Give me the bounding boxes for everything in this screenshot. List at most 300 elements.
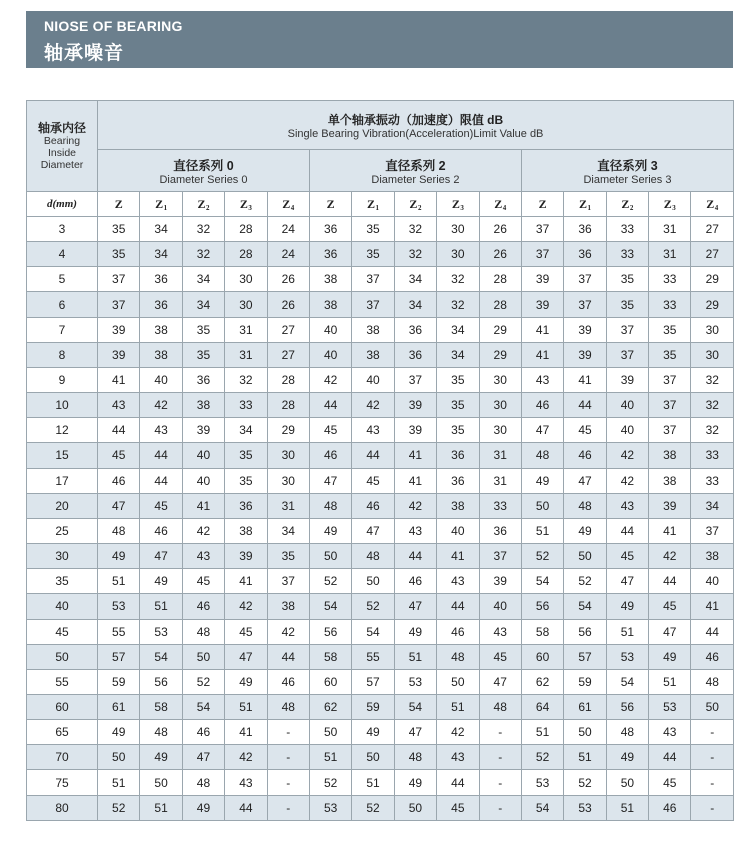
inside-diameter-cell: 8	[27, 342, 98, 367]
symbol-base: Z	[409, 196, 418, 211]
vibration-value-cell: 26	[267, 292, 309, 317]
vibration-value-cell: 43	[140, 418, 182, 443]
inside-diameter-header-en-3: Diameter	[40, 158, 84, 171]
vibration-value-cell: 41	[225, 720, 267, 745]
vibration-value-cell: 41	[564, 367, 606, 392]
vibration-value-cell: 49	[606, 745, 648, 770]
vibration-value-cell: 42	[352, 393, 394, 418]
vibration-value-cell: 50	[309, 544, 351, 569]
symbol-subscript: 1	[163, 203, 168, 212]
vibration-value-cell: 49	[352, 720, 394, 745]
inside-diameter-cell: 7	[27, 317, 98, 342]
vibration-value-cell: 36	[309, 217, 351, 242]
vibration-value-cell: 24	[267, 217, 309, 242]
vibration-value-cell: 38	[691, 544, 734, 569]
vibration-value-cell: 35	[606, 292, 648, 317]
vibration-value-cell: 35	[225, 443, 267, 468]
vibration-value-cell: 34	[225, 418, 267, 443]
vibration-value-cell: -	[479, 770, 521, 795]
vibration-value-cell: 39	[98, 342, 140, 367]
vibration-value-cell: 41	[521, 317, 563, 342]
vibration-value-cell: 51	[140, 594, 182, 619]
noise-limit-table	[26, 100, 734, 821]
vibration-value-cell: 34	[691, 493, 734, 518]
vibration-value-cell: 39	[479, 569, 521, 594]
vibration-value-cell: 27	[691, 242, 734, 267]
vibration-value-cell: 36	[182, 367, 224, 392]
symbol-base: Z	[578, 196, 587, 211]
vibration-value-cell: 50	[437, 669, 479, 694]
vibration-value-cell: 44	[649, 745, 691, 770]
vibration-value-cell: 34	[394, 267, 436, 292]
vibration-value-cell: 53	[521, 770, 563, 795]
vibration-value-cell: 48	[352, 544, 394, 569]
symbol-base: Z	[282, 196, 291, 211]
vibration-value-cell: 27	[691, 217, 734, 242]
vibration-value-cell: 46	[564, 443, 606, 468]
vibration-value-cell: 35	[182, 317, 224, 342]
symbol-subscript: 3	[248, 203, 252, 212]
symbol-base: Z	[621, 196, 630, 211]
vibration-value-cell: 49	[98, 720, 140, 745]
vibration-value-cell: -	[479, 795, 521, 820]
vibration-value-cell: -	[691, 720, 734, 745]
vibration-value-cell: 37	[649, 367, 691, 392]
series-label-zh: 直径系列 3	[597, 158, 658, 173]
vibration-value-cell: 51	[437, 694, 479, 719]
vibration-value-cell: 37	[98, 267, 140, 292]
vibration-value-cell: 48	[267, 694, 309, 719]
vibration-value-cell: 30	[225, 292, 267, 317]
vibration-value-cell: 58	[309, 644, 351, 669]
vibration-value-cell: 53	[140, 619, 182, 644]
vibration-value-cell: 33	[606, 217, 648, 242]
symbol-header-z	[98, 192, 140, 217]
vibration-value-cell: 47	[564, 468, 606, 493]
vibration-value-cell: 44	[437, 770, 479, 795]
vibration-value-cell: -	[479, 745, 521, 770]
vibration-value-cell: 45	[225, 619, 267, 644]
vibration-value-cell: 53	[649, 694, 691, 719]
series-label-en: Diameter Series 0	[159, 173, 248, 186]
vibration-value-cell: 47	[98, 493, 140, 518]
vibration-value-cell: 33	[479, 493, 521, 518]
inside-diameter-cell: 4	[27, 242, 98, 267]
diameter-series-3-header	[521, 150, 733, 192]
vibration-value-cell: 26	[479, 242, 521, 267]
vibration-value-cell: 51	[309, 745, 351, 770]
vibration-value-cell: 49	[140, 745, 182, 770]
table-row	[27, 342, 734, 367]
vibration-value-cell: 44	[98, 418, 140, 443]
table-row	[27, 393, 734, 418]
vibration-value-cell: 53	[564, 795, 606, 820]
vibration-value-cell: 41	[521, 342, 563, 367]
vibration-value-cell: 36	[394, 342, 436, 367]
vibration-value-cell: 38	[309, 292, 351, 317]
vibration-value-cell: 48	[437, 644, 479, 669]
vibration-value-cell: 36	[309, 242, 351, 267]
symbol-subscript: 2	[629, 203, 634, 212]
vibration-value-cell: 31	[267, 493, 309, 518]
vibration-value-cell: 39	[521, 267, 563, 292]
table-row	[27, 770, 734, 795]
vibration-value-cell: 51	[521, 518, 563, 543]
symbol-base: Z	[663, 196, 672, 211]
vibration-value-cell: 51	[649, 669, 691, 694]
vibration-value-cell: 36	[564, 217, 606, 242]
vibration-value-cell: 48	[182, 770, 224, 795]
symbol-base: Z	[451, 196, 460, 211]
vibration-value-cell: 48	[479, 694, 521, 719]
table-row	[27, 644, 734, 669]
table-row	[27, 544, 734, 569]
vibration-value-cell: 30	[437, 242, 479, 267]
d-mm-header: d(mm)	[27, 192, 98, 217]
vibration-value-cell: -	[479, 720, 521, 745]
vibration-value-cell: 51	[606, 619, 648, 644]
vibration-value-cell: 37	[691, 518, 734, 543]
vibration-value-cell: 38	[225, 518, 267, 543]
vibration-value-cell: 31	[649, 242, 691, 267]
vibration-value-cell: 39	[394, 418, 436, 443]
vibration-value-cell: 52	[182, 669, 224, 694]
vibration-value-cell: 62	[309, 694, 351, 719]
vibration-value-cell: 47	[479, 669, 521, 694]
vibration-value-cell: 42	[225, 745, 267, 770]
vibration-value-cell: 56	[521, 594, 563, 619]
vibration-value-cell: 32	[691, 418, 734, 443]
vibration-value-cell: 35	[352, 242, 394, 267]
vibration-value-cell: 51	[564, 745, 606, 770]
inside-diameter-header-en-2: Inside	[47, 146, 77, 159]
vibration-value-cell: 46	[309, 443, 351, 468]
vibration-value-cell: 37	[267, 569, 309, 594]
inside-diameter-cell: 10	[27, 393, 98, 418]
vibration-value-cell: 37	[649, 418, 691, 443]
symbol-subscript: 2	[205, 203, 210, 212]
vibration-value-cell: 28	[225, 242, 267, 267]
vibration-value-cell: 30	[267, 468, 309, 493]
table-row	[27, 569, 734, 594]
vibration-value-cell: 62	[521, 669, 563, 694]
vibration-value-cell: 45	[437, 795, 479, 820]
vibration-value-cell: 46	[437, 619, 479, 644]
vibration-value-cell: 35	[649, 342, 691, 367]
vibration-value-cell: 47	[394, 594, 436, 619]
vibration-value-cell: 36	[437, 468, 479, 493]
symbol-header-z4	[479, 192, 521, 217]
vibration-value-cell: 52	[564, 569, 606, 594]
vibration-value-cell: 52	[309, 770, 351, 795]
vibration-value-cell: 52	[352, 594, 394, 619]
series-label-en: Diameter Series 2	[371, 173, 460, 186]
table-row	[27, 745, 734, 770]
vibration-value-cell: 50	[140, 770, 182, 795]
vibration-value-cell: 31	[225, 342, 267, 367]
vibration-value-cell: 31	[479, 443, 521, 468]
vibration-value-cell: 45	[479, 644, 521, 669]
vibration-value-cell: 37	[564, 267, 606, 292]
vibration-value-cell: 40	[309, 342, 351, 367]
table-row	[27, 493, 734, 518]
vibration-value-cell: 34	[394, 292, 436, 317]
vibration-value-cell: 49	[394, 770, 436, 795]
vibration-value-cell: -	[267, 720, 309, 745]
vibration-value-cell: 33	[649, 292, 691, 317]
vibration-value-cell: 44	[394, 544, 436, 569]
vibration-value-cell: 29	[267, 418, 309, 443]
vibration-value-cell: 42	[606, 443, 648, 468]
vibration-value-cell: 60	[309, 669, 351, 694]
vibration-value-cell: 34	[437, 342, 479, 367]
inside-diameter-cell: 20	[27, 493, 98, 518]
vibration-value-cell: 28	[267, 367, 309, 392]
vibration-value-cell: 52	[521, 745, 563, 770]
vibration-value-cell: 54	[394, 694, 436, 719]
symbol-header-row	[27, 192, 734, 217]
vibration-value-cell: 41	[691, 594, 734, 619]
vibration-value-cell: 42	[182, 518, 224, 543]
vibration-value-cell: 58	[521, 619, 563, 644]
vibration-value-cell: 45	[140, 493, 182, 518]
symbol-subscript: 4	[502, 203, 507, 212]
vibration-value-cell: 28	[267, 393, 309, 418]
vibration-value-cell: 43	[225, 770, 267, 795]
vibration-value-cell: 54	[182, 694, 224, 719]
vibration-value-cell: 49	[309, 518, 351, 543]
banner-title-zh: 轴承噪音	[44, 43, 125, 64]
vibration-value-cell: 50	[394, 795, 436, 820]
vibration-value-cell: 54	[352, 619, 394, 644]
vibration-value-cell: 50	[521, 493, 563, 518]
table-row	[27, 795, 734, 820]
vibration-value-cell: 48	[606, 720, 648, 745]
symbol-header-z4	[267, 192, 309, 217]
vibration-value-cell: 31	[225, 317, 267, 342]
vibration-value-cell: 44	[267, 644, 309, 669]
vibration-value-cell: 45	[649, 594, 691, 619]
inside-diameter-cell: 17	[27, 468, 98, 493]
vibration-value-cell: 35	[98, 217, 140, 242]
vibration-value-cell: 56	[564, 619, 606, 644]
vibration-value-cell: 52	[98, 795, 140, 820]
vibration-value-cell: 41	[394, 443, 436, 468]
vibration-value-cell: 30	[691, 342, 734, 367]
vibration-value-cell: 52	[352, 795, 394, 820]
vibration-value-cell: -	[691, 770, 734, 795]
inside-diameter-header	[27, 101, 98, 192]
vibration-value-cell: 40	[352, 367, 394, 392]
vibration-value-cell: 48	[309, 493, 351, 518]
vibration-value-cell: 36	[479, 518, 521, 543]
vibration-value-cell: 30	[225, 267, 267, 292]
vibration-value-cell: 54	[564, 594, 606, 619]
vibration-value-cell: 45	[564, 418, 606, 443]
symbol-subscript: 1	[375, 203, 380, 212]
symbol-base: Z	[538, 196, 547, 211]
vibration-value-cell: 50	[606, 770, 648, 795]
vibration-value-cell: 52	[521, 544, 563, 569]
vibration-value-cell: 43	[649, 720, 691, 745]
vibration-value-cell: 36	[394, 317, 436, 342]
inside-diameter-cell: 60	[27, 694, 98, 719]
vibration-value-cell: 40	[479, 594, 521, 619]
vibration-value-cell: 45	[98, 443, 140, 468]
vibration-value-cell: -	[267, 770, 309, 795]
vibration-value-cell: 56	[309, 619, 351, 644]
symbol-header-z1	[140, 192, 182, 217]
inside-diameter-cell: 40	[27, 594, 98, 619]
vibration-value-cell: 32	[225, 367, 267, 392]
vibration-value-cell: 55	[352, 644, 394, 669]
vibration-value-cell: 49	[564, 518, 606, 543]
vibration-value-cell: 54	[140, 644, 182, 669]
symbol-subscript: 2	[417, 203, 422, 212]
vibration-value-cell: 38	[437, 493, 479, 518]
vibration-value-cell: 37	[521, 242, 563, 267]
vibration-value-cell: 38	[649, 468, 691, 493]
vibration-value-cell: 39	[182, 418, 224, 443]
symbol-header-z2	[394, 192, 436, 217]
vibration-value-cell: 37	[98, 292, 140, 317]
vibration-value-cell: 42	[267, 619, 309, 644]
vibration-value-cell: 40	[182, 443, 224, 468]
vibration-value-cell: 30	[437, 217, 479, 242]
vibration-value-cell: 40	[606, 393, 648, 418]
vibration-value-cell: 52	[564, 770, 606, 795]
vibration-value-cell: 44	[309, 393, 351, 418]
vibration-value-cell: 51	[606, 795, 648, 820]
vibration-value-cell: 37	[521, 217, 563, 242]
vibration-value-cell: 42	[225, 594, 267, 619]
vibration-value-cell: -	[691, 795, 734, 820]
vibration-value-cell: 40	[309, 317, 351, 342]
vibration-value-cell: 43	[352, 418, 394, 443]
vibration-value-cell: 46	[98, 468, 140, 493]
vibration-value-cell: 33	[649, 267, 691, 292]
inside-diameter-cell: 80	[27, 795, 98, 820]
vibration-value-cell: 46	[521, 393, 563, 418]
vibration-value-cell: 49	[182, 795, 224, 820]
vibration-value-cell: 61	[564, 694, 606, 719]
vibration-value-cell: 50	[564, 720, 606, 745]
table-row	[27, 292, 734, 317]
vibration-value-cell: 34	[437, 317, 479, 342]
vibration-value-cell: 53	[606, 644, 648, 669]
inside-diameter-cell: 9	[27, 367, 98, 392]
vibration-value-cell: 35	[649, 317, 691, 342]
vibration-value-cell: 50	[309, 720, 351, 745]
vibration-value-cell: 46	[182, 720, 224, 745]
vibration-value-cell: 47	[606, 569, 648, 594]
vibration-value-cell: 44	[352, 443, 394, 468]
vibration-value-cell: -	[267, 745, 309, 770]
vibration-value-cell: 47	[352, 518, 394, 543]
symbol-header-z3	[649, 192, 691, 217]
vibration-value-cell: 49	[606, 594, 648, 619]
vibration-value-cell: 56	[606, 694, 648, 719]
symbol-subscript: 1	[587, 203, 591, 212]
vibration-value-cell: 33	[691, 443, 734, 468]
vibration-value-cell: 47	[309, 468, 351, 493]
table-row	[27, 317, 734, 342]
vibration-value-cell: 53	[394, 669, 436, 694]
vibration-value-cell: 51	[140, 795, 182, 820]
vibration-value-cell: 48	[182, 619, 224, 644]
vibration-value-cell: 42	[140, 393, 182, 418]
vibration-value-cell: 49	[140, 569, 182, 594]
vibration-value-cell: 39	[564, 342, 606, 367]
vibration-value-cell: 45	[352, 468, 394, 493]
vibration-limit-header-zh: 单个轴承振动（加速度）限值 dB	[327, 112, 504, 127]
vibration-value-cell: 48	[140, 720, 182, 745]
vibration-value-cell: 55	[98, 619, 140, 644]
vibration-value-cell: 43	[394, 518, 436, 543]
vibration-value-cell: 37	[394, 367, 436, 392]
vibration-value-cell: 51	[394, 644, 436, 669]
inside-diameter-cell: 70	[27, 745, 98, 770]
vibration-value-cell: 29	[479, 317, 521, 342]
vibration-value-cell: 47	[182, 745, 224, 770]
vibration-value-cell: 50	[691, 694, 734, 719]
vibration-value-cell: 35	[437, 418, 479, 443]
vibration-value-cell: 46	[649, 795, 691, 820]
vibration-value-cell: 49	[394, 619, 436, 644]
vibration-value-cell: 40	[182, 468, 224, 493]
banner-title-en: NIOSE OF BEARING	[44, 18, 183, 34]
vibration-value-cell: 37	[606, 317, 648, 342]
vibration-limit-header-en: Single Bearing Vibration(Acceleration)Limit Value dB	[287, 127, 544, 140]
vibration-value-cell: 35	[98, 242, 140, 267]
symbol-subscript: 4	[714, 203, 719, 212]
vibration-value-cell: 35	[267, 544, 309, 569]
vibration-value-cell: 42	[437, 720, 479, 745]
series-label-zh: 直径系列 2	[385, 158, 446, 173]
vibration-value-cell: 37	[352, 267, 394, 292]
vibration-value-cell: 40	[691, 569, 734, 594]
vibration-value-cell: 64	[521, 694, 563, 719]
vibration-value-cell: 46	[267, 669, 309, 694]
vibration-value-cell: 38	[140, 317, 182, 342]
vibration-value-cell: 36	[437, 443, 479, 468]
vibration-value-cell: 43	[606, 493, 648, 518]
table-row	[27, 267, 734, 292]
vibration-value-cell: 40	[606, 418, 648, 443]
vibration-value-cell: 30	[479, 393, 521, 418]
vibration-value-cell: 32	[394, 217, 436, 242]
vibration-value-cell: 54	[521, 569, 563, 594]
page-banner	[26, 11, 733, 68]
vibration-value-cell: 33	[225, 393, 267, 418]
vibration-value-cell: 28	[479, 292, 521, 317]
table-row	[27, 694, 734, 719]
vibration-value-cell: 49	[521, 468, 563, 493]
vibration-value-cell: 42	[309, 367, 351, 392]
vibration-value-cell: 42	[649, 544, 691, 569]
vibration-value-cell: 50	[564, 544, 606, 569]
inside-diameter-cell: 30	[27, 544, 98, 569]
inside-diameter-cell: 6	[27, 292, 98, 317]
inside-diameter-cell: 45	[27, 619, 98, 644]
vibration-value-cell: 44	[225, 795, 267, 820]
vibration-value-cell: -	[267, 795, 309, 820]
inside-diameter-cell: 65	[27, 720, 98, 745]
vibration-value-cell: 33	[606, 242, 648, 267]
vibration-value-cell: 48	[691, 669, 734, 694]
vibration-value-cell: 38	[352, 317, 394, 342]
vibration-value-cell: 44	[437, 594, 479, 619]
